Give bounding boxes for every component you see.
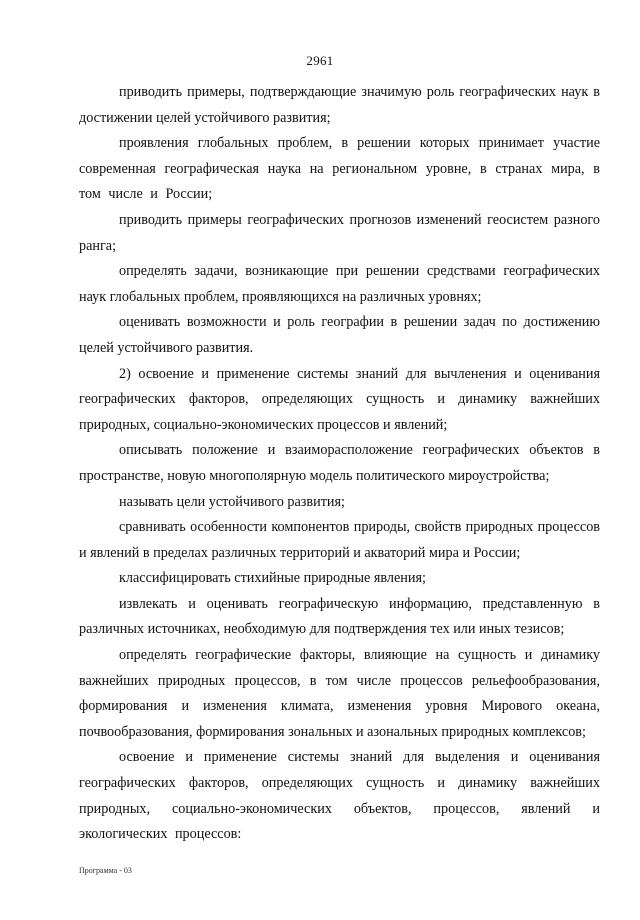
paragraph: приводить примеры, подтверждающие значимую роль географических наук в достижении целей устойчивого развития; [79, 84, 600, 126]
paragraph: определять географические факторы, влияющие на сущность и динамику важнейших природных процессов, в том числе процессов рельефообразования, формирования и изменения климата, изменения уровня Мирового океана, почвообразования, формирования зональных и азональных природных комплексов; [79, 647, 600, 740]
paragraph: классифицировать стихийные природные явления; [119, 570, 426, 587]
paragraph: 2) освоение и применение системы знаний для вычленения и оценивания географических факторов, определяющих сущность и динамику важнейших природных, социально-экономических процессов и явлений; [79, 365, 600, 433]
footer-label: Программа - 03 [79, 866, 132, 875]
document-body [79, 80, 600, 848]
paragraph: описывать положение и взаиморасположение географических объектов в пространстве, новую многополярную модель политического мироустройства; [79, 442, 600, 484]
paragraph: приводить примеры географических прогнозов изменений геосистем разного ранга; [79, 211, 600, 254]
paragraph: извлекать и оценивать географическую информацию, представленную в различных источниках, необходимую для подтверждения тех или иных тезисов; [79, 595, 600, 638]
paragraph: оценивать возможности и роль географии в решении задач по достижению целей устойчивого развития. [79, 314, 600, 356]
paragraph: проявления глобальных проблем, в решении которых принимает участие современная географическая наука на региональном уровне, в странах мира, в том числе и России; [79, 135, 600, 203]
paragraph: освоение и применение системы знаний для выделения и оценивания географических факторов, определяющих сущность и динамику важнейших природных, социально-экономических объектов, процессов, явлений и экологических процессов: [79, 749, 600, 843]
paragraph: называть цели устойчивого развития; [119, 493, 345, 510]
paragraph: сравнивать особенности компонентов природы, свойств природных процессов и явлений в пределах различных территорий и акваторий мира и России; [79, 519, 600, 561]
paragraph: определять задачи, возникающие при решении средствами географических наук глобальных проблем, проявляющихся на различных уровнях; [79, 263, 600, 305]
page-number: 2961 [306, 53, 334, 68]
